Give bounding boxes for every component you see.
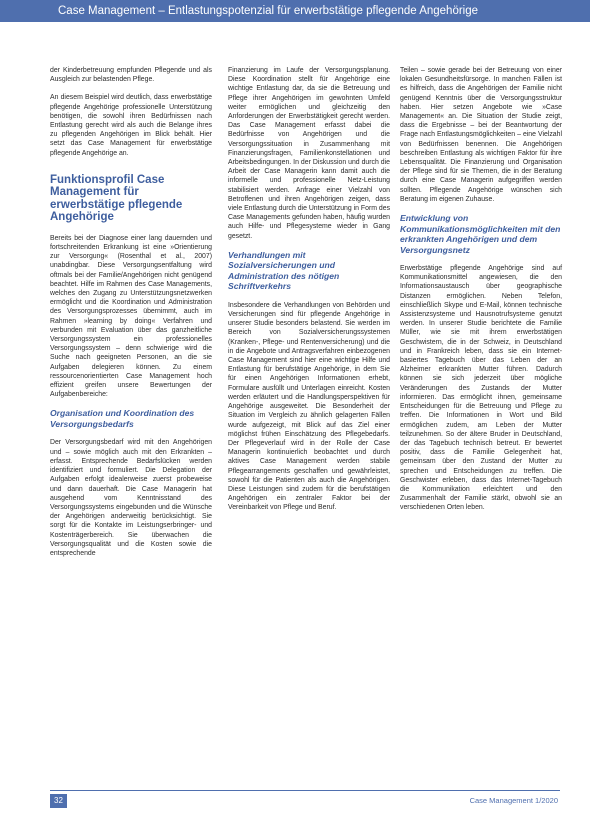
heading-funktionsprofil: Funktionsprofil Case Management für erwerbstätige pflegende Angehörige [50,173,183,224]
heading-organisation: Organisation und Koordination des Versorgungsbedarfs [50,408,195,429]
col1-paragraph-1: der Kinderbetreuung empfunden Pflegende und als Ausgleich zur belastenden Pflege. [50,67,212,84]
heading-verhandlungen: Verhandlungen mit Sozialversicherungen und Administration des nötigen Schriftverkehrs [228,249,340,292]
col1-paragraph-4: Der Versorgungsbedarf wird mit den Angehörigen und – sowie möglich auch mit den Erkrankten – erfasst. Entsprechende Bedarfslücken werden identifiziert und formuliert. Die Delegation der Aufgaben erfolgt idealerweise zuerst probeweise und dann dauerhaft. Die Case Managerin hat ausgehend vom Kenntnisstand des Versorgungssystems eingebunden und die Wünsche der Angehörigen anderweitig berücksichtigt. Sie sorgt für die Kontakte im Leistungserbringer- und Kostenträgerbereich. Sie überwachen die Versorgungsqualität und die Kosten sowie die entsprechende [50,439,212,557]
col3-paragraph-2: Erwerbstätige pflegende Angehörige sind auf Kommunikationsmittel angewiesen, die den Informationsaustausch über geographische Distanzen ermöglichen. Neben Telefon, einschließlich Skype und E-Mail, können technische Assistenzsysteme und Hausnotrufsysteme genutzt werden. In unserer Studie berichtete die Familie Müller, wie sie mit ihrem erwerbstätigen Geschwistern, die in der Schweiz, in Deutschland und in Frankreich leben, dass sie ein Internet-basiertes Tagebuch über das Leben der an Alzheimer erkrankten Mutter führen. Dadurch können sie sich jederzeit über mögliche Veränderungen des Zustands der Mutter informieren. Das ermöglicht ihnen, gemeinsame Entscheidungen für die Betreuung und Pflege zu treffen. Die Informationen in Wort und Bild ermöglichen zudem, am Leben der Mutter teilzunehmen. So der ältere Bruder in Deutschland, der das Tagebuch technisch betreut. Er bewertet positiv, dass die Familie Gelegenheit hat, gemeinsam über den Zustand der Mutter zu sprechen und Entscheidungen zu treffen. Die Geschwister erleben, dass das Internet-Tagebuch die Kommunikation erleichtert und den Zusammenhalt der Familie stärkt, obwohl sie an verschiedenen Orten leben. [400,265,562,512]
header-title: Case Management – Entlastungspotenzial für erwerbstätige pflegende Angehörige [58,5,479,17]
running-header [0,0,590,22]
column-2 [228,66,390,513]
col3-paragraph-1: Teilen – sowie gerade bei der Betreuung von einer lokalen Gesundheitsfürsorge. In manchen Fällen ist es hilfreich, dass die Angehörigen der Familie nicht genügend Kenntnis über die Versorgungsstruktur haben. Hier setzen Angebote wie »Case Management« an. Die Situation der Studie zeigt, dass die Ergebnisse – bei der Beantwortung der Frage nach Entlastungsmöglichkeiten – eine Vielzahl von Bedürfnissen benennen. Die Angehörigen beschreiben Entlastung als wichtigen Faktor für ihre Lebensqualität. Die Finanzierung und Organisation der Pflege sind für sie Themen, die in der Beratung durch eine Case Managerin aufgegriffen werden sollten. Pflegende Angehörige wünschen sich Beratung im eigenen Zuhause. [400,67,562,203]
col2-paragraph-2: Insbesondere die Verhandlungen von Behörden und Versicherungen sind für pflegende Angehörige in unserer Studie besonders belastend. Sie werden im Bereich von Sozialversicherungssystemen (Kranken-, Pflege- und Rentenversicherung) und die in die Angebote und Antragsverfahren einbezogenen Case Management sind hier eine wichtige Hilfe und Entlastung für berufstätige Angehörige, in dem Sie für einen Angehörigen Informationen erhebt, Formulare ausfüllt und Unterlagen einreicht. Kosten werden erläutert und die Handlungsperspektiven für Angehörige ausgeweitet. Die Besonderheit der Situation im Vergleich zu ähnlich gelagerten Fällen wurde aufgezeigt, mit Blick auf das Ziel einer möglichst frühen Einschätzung des Pflegebedarfs. Der Pflegeverlauf wird in der Rolle der Case Managerin kontinuierlich beobachtet und durch aktives Case Management werden stabile Pflegearrangements geschaffen und gewährleistet, sowohl für die Patienten als auch die Angehörigen. Diese Leistungen sind zudem für die berufstätigen Angehörigen ein zentraler Faktor bei der Vereinbarkeit von Pflege und Beruf. [228,301,390,512]
col2-paragraph-1: Finanzierung im Laufe der Versorgungsplanung. Diese Koordination stellt für Angehörige eine wichtige Entlastung dar, da sie die Betreuung und Pflege ihrer Angehörigen im gewohnten Umfeld weiter ermöglichen und gleichzeitig den Anforderungen der Erwerbstätigkeit gerecht werden. Das Case Management erfasst dabei die Bedürfnisse von Angehörigen und die Versorgungssituation in Zusammenhang mit Finanzierungsfragen, Familienkonstellationen und Arbeitsbedingungen. In der Diskussion und durch die Arbeit der Case Managerin kann damit auch die informelle und professionelle Netz-Leistung stabilisiert werden. Anfrage einer Vielzahl von Betroffenen und ihren Angehörigen zeigen, dass viele Entlastung durch die Unterstützung in Form des Case Managements gefunden haben, häufig wurden auch Hilfe- und Pflegesysteme wieder in Gang gesetzt. [228,67,391,240]
column-1 [50,66,212,558]
page-number: 32 [50,794,67,808]
column-3 [400,66,562,513]
heading-entwicklung: Entwicklung von Kommunikationsmöglichkeiten mit den erkrankten Angehörigen und dem Versorgungsnetz [400,213,561,255]
col1-paragraph-2: An diesem Beispiel wird deutlich, dass erwerbstätige pflegende Angehörige professionelle Unterstützung benötigen, die sowohl ihren Bedürfnissen nach Entlastung gerecht wird als auch die Belange ihres zu pflegenden Angehörigen im Blick behält. Hier setzt das Case Management für erwerbstätige pflegende Angehörige an. [50,94,212,157]
footer-divider [50,790,560,791]
col1-paragraph-3: Bereits bei der Diagnose einer lang dauernden und fortschreitenden Erkrankung ist eine »Orientierung zur Versorgung« (Rosenthal et al., 2007) unabdingbar. Diese Versorgungsentfaltung wird oftmals bei der Familie/Angehörigen nicht genügend beachtet. Hilfe im Rahmen des Case Managements, welches den Zugang zu Unterstützungsnetzwerken ermöglicht und die Koordination und Administration des Versorgungsprozesses übernimmt, auch im Rahmen »learning by doing« Verfahren und verbunden mit Evaluation über das ganzheitliche Versorgungssystem ein professionelles Versorgungssystem – denn schwierige wird die Suche nach geeigneten Personen, an die sie Aufgaben delegieren können. Zu einem ressourcenorientierten Case Management hoch effizient greifen unsere Bewertungen der Aufgabenbereiche: [50,234,212,399]
footer-journal-name: Case Management 1/2020 [469,796,558,805]
